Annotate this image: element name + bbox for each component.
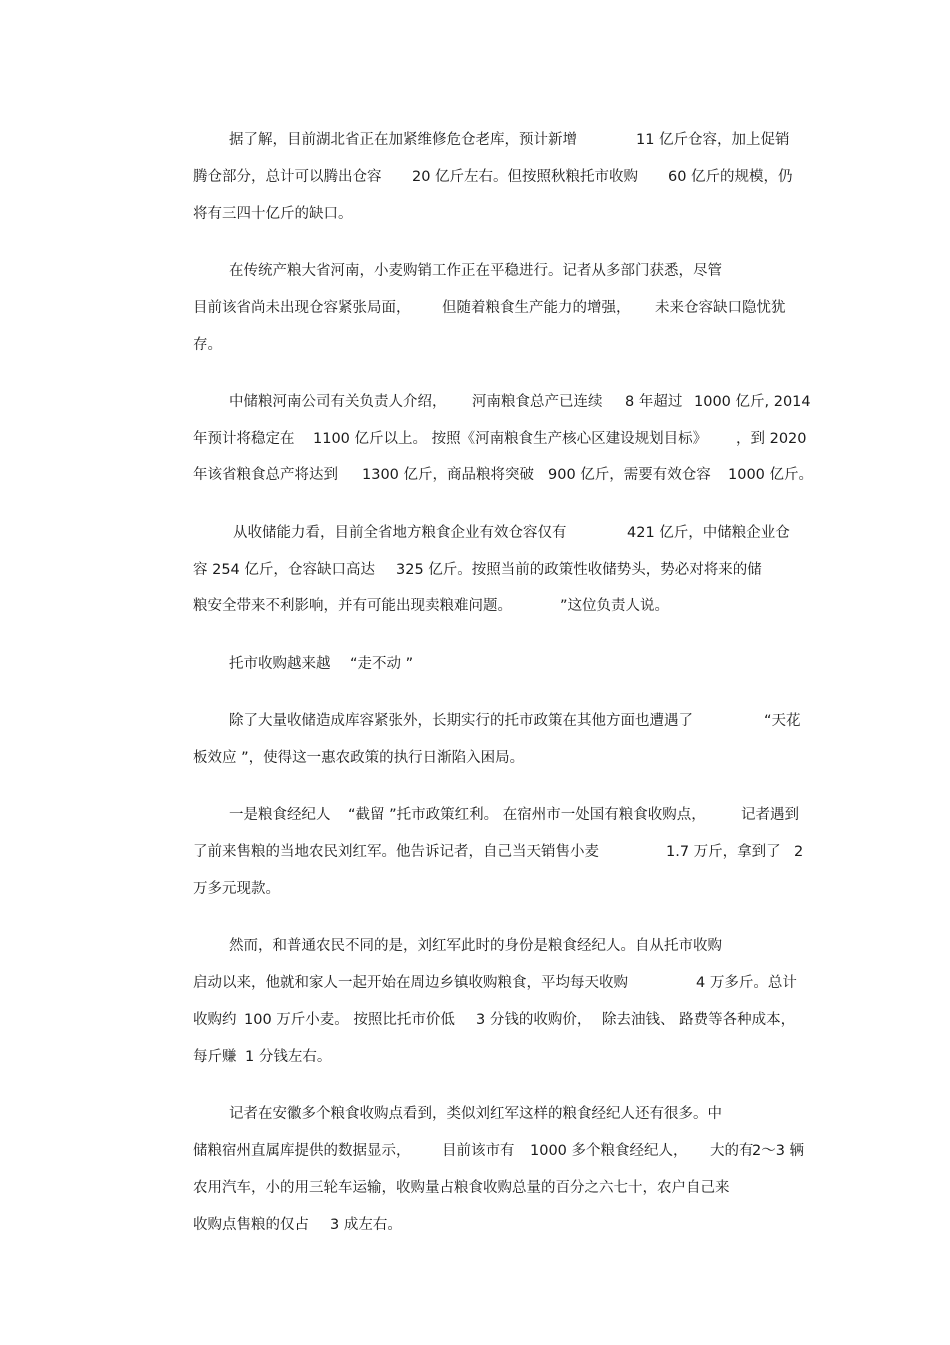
text-segment: 万多元现款。 <box>193 881 280 897</box>
text-segment: 年预计将稳定在 <box>193 431 295 447</box>
text-segment: 然而，和普通农民不同的是，刘红军此时的身份是粮食经纪人。自从托市收购 <box>229 938 722 954</box>
text-segment: 河南粮食总产已连续 <box>472 394 603 410</box>
text-line <box>0 1008 950 1032</box>
text-segment: 启动以来，他就和家人一起开始在周边乡镇收购粮食，平均每天收购 <box>193 975 628 991</box>
text-segment: 仓容缺口高达 <box>288 562 375 578</box>
text-segment: 11 亿斤仓容，加上促销 <box>636 132 790 148</box>
text-segment: 100 万斤小麦。 按照比托市价低 <box>244 1012 455 1028</box>
text-segment: “截留 ”托市政策红利。 在宿州市一处国有粮食收购点， <box>348 807 706 823</box>
text-segment: 腾仓部分，总计可以腾出仓容 <box>193 169 382 185</box>
text-segment: 收购点售粮的仅占 <box>193 1217 309 1233</box>
text-segment: 60 亿斤的规模，仍 <box>668 169 793 185</box>
section-heading <box>0 652 950 676</box>
text-line <box>0 1176 950 1200</box>
text-segment: “走不动 ” <box>350 656 414 672</box>
text-segment: 1100 亿斤以上。 按照《河南粮食生产核心区建设规划目标》 <box>313 431 708 447</box>
text-line <box>0 1139 950 1163</box>
text-segment: 2 <box>794 844 804 860</box>
text-line <box>0 971 950 995</box>
text-segment: 1 分钱左右。 <box>245 1049 332 1065</box>
text-segment: 容 254 亿斤， <box>193 562 288 578</box>
text-segment: 一是粮食经纪人 <box>229 807 331 823</box>
text-line <box>0 709 950 733</box>
text-segment: 中储粮河南公司有关负责人介绍， <box>229 394 447 410</box>
text-line <box>0 803 950 827</box>
text-line <box>0 521 950 545</box>
text-segment: 8 年超过 <box>625 394 683 410</box>
text-line <box>0 558 950 582</box>
text-line <box>0 1213 950 1237</box>
text-segment: 3 成左右。 <box>330 1217 402 1233</box>
text-segment: 3 分钱的收购价， <box>476 1012 592 1028</box>
text-line <box>0 877 950 901</box>
text-segment: 在传统产粮大省河南，小麦购销工作正在平稳进行。记者从多部门获悉，尽管 <box>229 263 722 279</box>
text-segment: 从收储能力看，目前全省地方粮食企业有效仓容仅有 <box>233 525 567 541</box>
text-segment: 1.7 万斤，拿到了 <box>666 844 781 860</box>
text-segment: ”这位负责人说。 <box>560 598 670 614</box>
text-segment: “天花 <box>764 713 801 729</box>
text-segment: 900 亿斤，需要有效仓容 <box>548 467 711 483</box>
text-segment: 大的有 <box>710 1143 754 1159</box>
text-line <box>0 934 950 958</box>
text-segment: 4 万多斤。总计 <box>696 975 797 991</box>
text-line <box>0 840 950 864</box>
text-segment: 2～3 辆 <box>752 1143 805 1159</box>
text-segment: 1000 亿斤, 2014 <box>694 394 811 410</box>
text-segment: 年该省粮食总产将达到 <box>193 467 338 483</box>
text-segment: 325 亿斤。按照当前的政策性收储势头，势必对将来的储 <box>396 562 762 578</box>
text-segment: 记者在安徽多个粮食收购点看到，类似刘红军这样的粮食经纪人还有很多。中 <box>229 1106 722 1122</box>
text-line <box>0 390 950 414</box>
text-segment: 但随着粮食生产能力的增强， <box>442 300 631 316</box>
text-segment: 板效应 ”，使得这一惠农政策的执行日渐陷入困局。 <box>193 750 525 766</box>
text-line <box>0 463 950 487</box>
text-segment: 目前该市有 <box>442 1143 515 1159</box>
text-segment: 421 亿斤，中储粮企业仓 <box>627 525 790 541</box>
text-segment: 未来仓容缺口隐忧犹 <box>655 300 786 316</box>
text-segment: 储粮宿州直属库提供的数据显示， <box>193 1143 411 1159</box>
text-line <box>0 746 950 770</box>
text-segment: 记者遇到 <box>741 807 799 823</box>
text-line <box>0 594 950 618</box>
text-segment: 农用汽车，小的用三轮车运输，收购量占粮食收购总量的百分之六七十，农户自己来 <box>193 1180 730 1196</box>
text-line <box>0 202 950 226</box>
text-line <box>0 128 950 152</box>
text-segment: 将有三四十亿斤的缺口。 <box>193 206 353 222</box>
text-segment: 1000 亿斤。 <box>728 467 814 483</box>
text-segment: 托市收购越来越 <box>229 656 331 672</box>
text-segment: 据了解，目前湖北省正在加紧维修危仓老库，预计新增 <box>229 132 577 148</box>
text-line <box>0 1045 950 1069</box>
text-segment: 粮安全带来不利影响，并有可能出现卖粮难问题。 <box>193 598 512 614</box>
text-segment: 除去油钱、 路费等各种成本， <box>602 1012 796 1028</box>
text-segment: ，到 2020 <box>736 431 807 447</box>
text-line <box>0 333 950 357</box>
text-line <box>0 165 950 189</box>
text-line <box>0 427 950 451</box>
text-segment: 存。 <box>193 337 222 353</box>
text-segment: 目前该省尚未出现仓容紧张局面， <box>193 300 411 316</box>
text-segment: 1300 亿斤，商品粮将突破 <box>362 467 535 483</box>
text-segment: 收购约 <box>193 1012 237 1028</box>
text-segment: 每斤赚 <box>193 1049 237 1065</box>
text-segment: 1000 多个粮食经纪人， <box>530 1143 688 1159</box>
text-line <box>0 296 950 320</box>
text-line <box>0 259 950 283</box>
text-segment: 了前来售粮的当地农民刘红军。他告诉记者，自己当天销售小麦 <box>193 844 599 860</box>
text-line <box>0 1102 950 1126</box>
text-segment: 除了大量收储造成库容紧张外，长期实行的托市政策在其他方面也遭遇了 <box>229 713 693 729</box>
text-segment: 20 亿斤左右。但按照秋粮托市收购 <box>412 169 639 185</box>
